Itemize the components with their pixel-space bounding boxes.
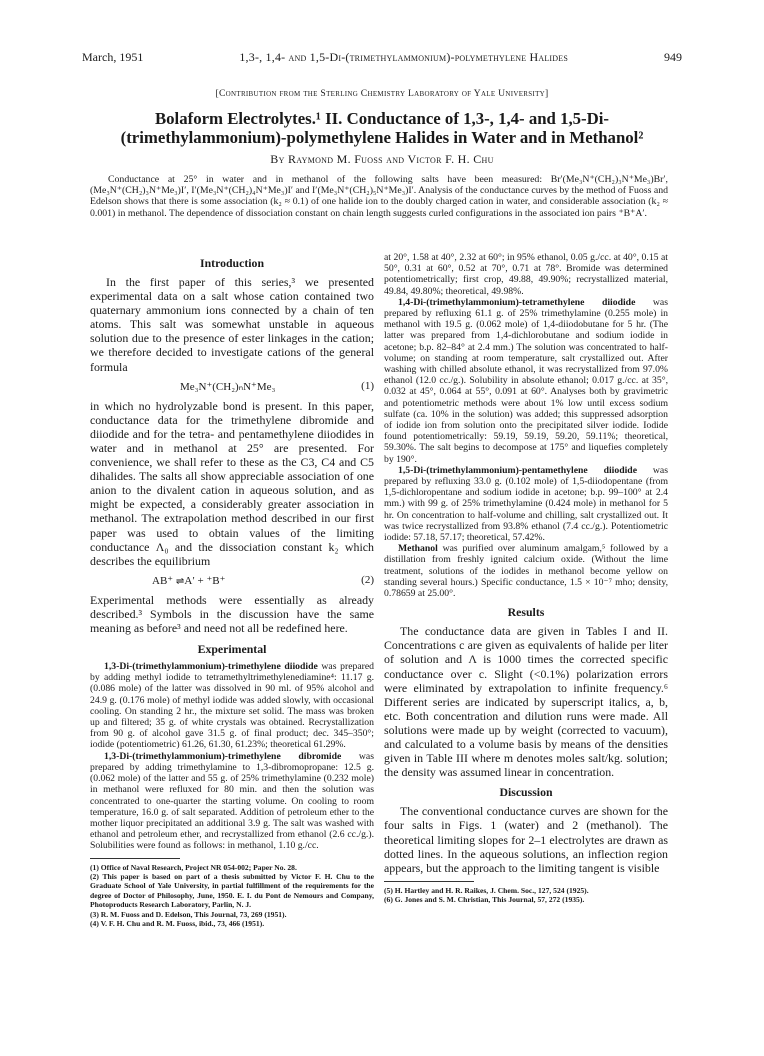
footnote-rule (90, 858, 180, 859)
footnote-1: (1) Office of Naval Research, Project NR 054-002; Paper No. 28. (90, 862, 297, 872)
article-title (60, 109, 704, 147)
introduction-heading: Introduction (199, 256, 265, 270)
contribution-line: [Contribution from the Sterling Chemistry Laboratory of Yale University] (215, 88, 549, 99)
header-page-number: 949 (664, 50, 682, 64)
equation-2-number: (2) (361, 574, 374, 587)
equation-2-left: AB⁺ (152, 574, 174, 587)
compound-name-c4-diiodide: 1,4-Di-(trimethylammonium)-tetramethylene diiodide (398, 296, 636, 308)
c5-diiodide-paragraph (384, 465, 668, 543)
experimental-paragraph-2-text: was prepared by adding trimethylamine to 1,3-dibromopropane: 12.5 g. (0.062 mole) of the latter and 55 g. of 25% trimethylamine (0.232 mole) in methanol were refluxed for 80 min. and then the solution was concentrated to one-quarter the starting volume. On cooling to room temperature, 16.0 g. of salt separated. Addition of petroleum ether to the mother liquor precipitated an additional 3.9 g. The salt was washed with ethanol and petroleum ether, and recrystallized from ethanol (2.6 cc./g.). Solubilities were found as follows: in methanol, 1.10 g./cc. (90, 750, 374, 852)
methanol-label: Methanol (398, 543, 438, 555)
equilibrium-arrows-icon: ⇌ (175, 575, 183, 587)
methanol-text: was purified over aluminum amalgam,⁵ followed by a distillation from freshly ignited calcium oxide. (Without the lime treatment, solutions of the iodides in methanol become yellow on standing several hours.) Specific conductance, 1.5 × 10⁻⁷ mho; density, 0.78659 at 25.00°. (384, 543, 668, 600)
c5-diiodide-text: was prepared by refluxing 33.0 g. (0.102 mole) of 1,5-diiodopentane (from 1,5-dichloropentane and sodium iodide in acetone; b.p. 99–100° at 2.4 mm.) with 99 g. of 25% trimethylamine (0.424 mole) in methanol for 5 hr. On concentration to half-volume and chilling, salt crystallized out. It was twice recrystallized from 93.8% ethanol (7.4 cc./g.). Potentiometric iodide: 57.18, 57.17; theoretical, 57.42%. (384, 464, 668, 544)
solubility-paragraph: at 20°, 1.58 at 40°, 2.32 at 60°; in 95% ethanol, 0.05 g./cc. at 40°, 0.15 at 50°, 0.31 at 60°, 0.52 at 70°, 0.71 at 78°. Bromide was determined potentiometrically; first crop, 49.88, 49.90%; recrystallized material, 49.84, 49.80%; theoretical, 49.98%. (384, 252, 668, 297)
compound-name-c3-diiodide: 1,3-Di-(trimethylammonium)-trimethylene diiodide (104, 661, 318, 673)
header-running-title: 1,3-, 1,4- and 1,5-Di-(trimethylammonium)-polymethylene Halides (239, 50, 568, 64)
equation-1 (90, 380, 374, 393)
footnote-rule-right (384, 881, 474, 882)
discussion-paragraph: The conventional conductance curves are shown for the four salts in Figs. 1 (water) and 2 (methanol). The theoretical limiting slopes for 2–1 electrolytes are drawn as dotted lines. In the aqueous solutions, an inflection region appears, but the approach to the limiting tangent is visible (384, 804, 668, 875)
running-header (82, 50, 682, 68)
results-paragraph: The conductance data are given in Tables I and II. Concentrations c are given as equivalents of halide per liter of solution and Λ is 1000 times the corrected specific conductance over c. Slight (<0.1%) polarization errors were eliminated by extrapolation to infinite frequency.⁶ Different series are indicated by superscript italics, a, b, etc. Both concentration and dilution runs were made. All solutions were made up by weight (corrected to vacuum), and calculated to a volume basis by means of the densities given in Table III where m denotes moles salt/kg. solution; the density was assumed linear in concentration. (384, 624, 668, 780)
c4-diiodide-text: was prepared by refluxing 61.1 g. of 25% trimethylamine (0.255 mole) in methanol with 19.5 g. (0.062 mole) of 1,4-diiodobutane for 5 hr. (The latter was prepared from 1,4-dichlorobutane and sodium iodide in acetone; b.p. 82–84° at 2.4 mm.) The solution was concentrated to half-volume; on standing at room temperature, salt crystallized out. After washing with chilled absolute ethanol, it was recrystallized from 97.0% ethanol (12.0 cc./g.). Solubility in absolute ethanol; 0.017 g./cc. at 35°, 0.032 at 45°, 0.064 at 55°, 0.091 at 60°. Analyses both by gravimetric and potentiometric methods were about 1% low until excess sodium sulfate (ca. 10% in the solution) was added; this suppressed adsorption of iodide ion from solution onto the precipitated silver iodide. Iodide found potentiometrically: 59.19, 59.19, 59.20, 59.11%; theoretical, 59.30%. The salt begins to decompose at 175° and liquefies completely by 190°. (384, 296, 668, 465)
compound-name-c5-diiodide: 1,5-Di-(trimethylammonium)-pentamethylene diiodide (398, 464, 637, 476)
discussion-heading: Discussion (499, 785, 553, 800)
compound-name-c3-dibromide: 1,3-Di-(trimethylammonium)-trimethylene dibromide (104, 750, 342, 762)
footnote-3: (3) R. M. Fuoss and D. Edelson, This Journal, 73, 269 (1951). (90, 909, 287, 919)
footnote-6: (6) G. Jones and S. M. Christian, This Journal, 57, 272 (1935). (384, 895, 585, 905)
footnote-2: (2) This paper is based on part of a thesis submitted by Victor F. H. Chu to the Graduate School of Yale University, in partial fulfillment of the requirements for the degree of Doctor of Philosophy, June, 1950. E. I. du Pont de Nemours and Company, Photoproducts Research Laboratory, Parlin, N. J. (90, 871, 374, 910)
abstract: Conductance at 25° in water and in methanol of the following salts have been measured: Br′(Me₃N⁺(CH₂)₃N⁺Me₃)Br′, (Me₃N⁺(CH₂)₃N⁺Me₃)I′, I′(Me₃N⁺(CH₂)₄N⁺Me₃)I′ and I′(Me₃N⁺(CH₂)₅N⁺Me₃)I′. Analysis of the conductance curves by the method of Fuoss and Edelson shows that there is some association (k₂ ≈ 0.1) of one halide ion to the doubly charged cation in water, and considerable association (k₂ ≈ 0.001) in methanol. The dependence of dissociation constant on chain length suggests curled configurations in the associated ion pairs ⁺B⁺A′. (90, 174, 668, 219)
intro-paragraph-3: Experimental methods were essentially as already described.³ Symbols in the discussion have the same meaning as before³ and need not all be redefined here. (90, 592, 374, 635)
experimental-heading: Experimental (197, 642, 267, 657)
title-line-1: Bolaform Electrolytes.¹ II. Conductance of 1,3-, 1,4- and 1,5-Di- (154, 109, 610, 128)
left-column (90, 252, 374, 928)
c4-diiodide-paragraph (384, 297, 668, 465)
intro-paragraph-1: In the first paper of this series,³ we presented experimental data on a salt whose cation contained two quaternary ammonium ions connected by a chain of ten atoms. This salt was somewhat unstable in aqueous solution due to the presence of ester linkages in the cation; we therefore decided to investigate cations of the general formula (90, 275, 374, 374)
right-column (384, 252, 668, 905)
experimental-paragraph-2 (90, 751, 374, 852)
methanol-paragraph (384, 543, 668, 599)
equation-2-formula (152, 574, 225, 587)
byline-authors: Raymond M. Fuoss and Victor F. H. Chu (287, 152, 494, 166)
footnote-5: (5) H. Hartley and H. R. Raikes, J. Chem. Soc., 127, 524 (1925). (384, 885, 589, 895)
byline (0, 152, 764, 167)
equation-1-number: (1) (361, 380, 374, 393)
footnote-4: (4) V. F. H. Chu and R. M. Fuoss, ibid., 73, 466 (1951). (90, 918, 265, 928)
results-heading: Results (507, 605, 545, 620)
header-date: March, 1951 (82, 50, 144, 64)
experimental-paragraph-1-text: was prepared by adding methyl iodide to tetramethyltrimethylenediamine⁴: 11.17 g. (0.086 mole) of the latter was dissolved in 90 ml. of 95% alcohol and 24.9 g. (0.176 mole) of methyl iodide was added slowly, with occasional cooling. On standing 2 hr., the mixture set solid. The mass was broken up and filtered; 35 g. of white crystals was obtained. Recrystallization from 90 g. of alcohol gave 31.5 g. of final product; dec. 345–350°; iodide (potentiometric) 61.26, 61.30, 61.23%; theoretical 61.29%. (90, 661, 375, 751)
equation-2-right: A′ + ⁺B⁺ (184, 574, 226, 587)
title-line-2: (trimethylammonium)-polymethylene Halides in Water and in Methanol² (120, 128, 644, 147)
equation-2 (90, 574, 374, 587)
equation-1-formula: Me₃N⁺(CH₂)ₙN⁺Me₃ (180, 380, 276, 393)
experimental-paragraph-1 (90, 661, 374, 751)
byline-by: By (270, 152, 288, 166)
intro-paragraph-2: in which no hydrolyzable bond is present. In this paper, conductance data for the trimethylene dibromide and diiodide and for the tetra- and pentamethylene diiodides in water and in methanol at 25° are presented. For convenience, we shall refer to these as the C3, C4 and C5 dihalides. The salts all show appreciable association of one anion to the divalent cation in aqueous solution, and as might be expected, a considerably greater association in methanol. The extrapolation method described in our first paper was used to obtain values of the limiting conductance Λ₀ and the dissociation constant k₂ which describes the equilibrium (90, 398, 374, 568)
